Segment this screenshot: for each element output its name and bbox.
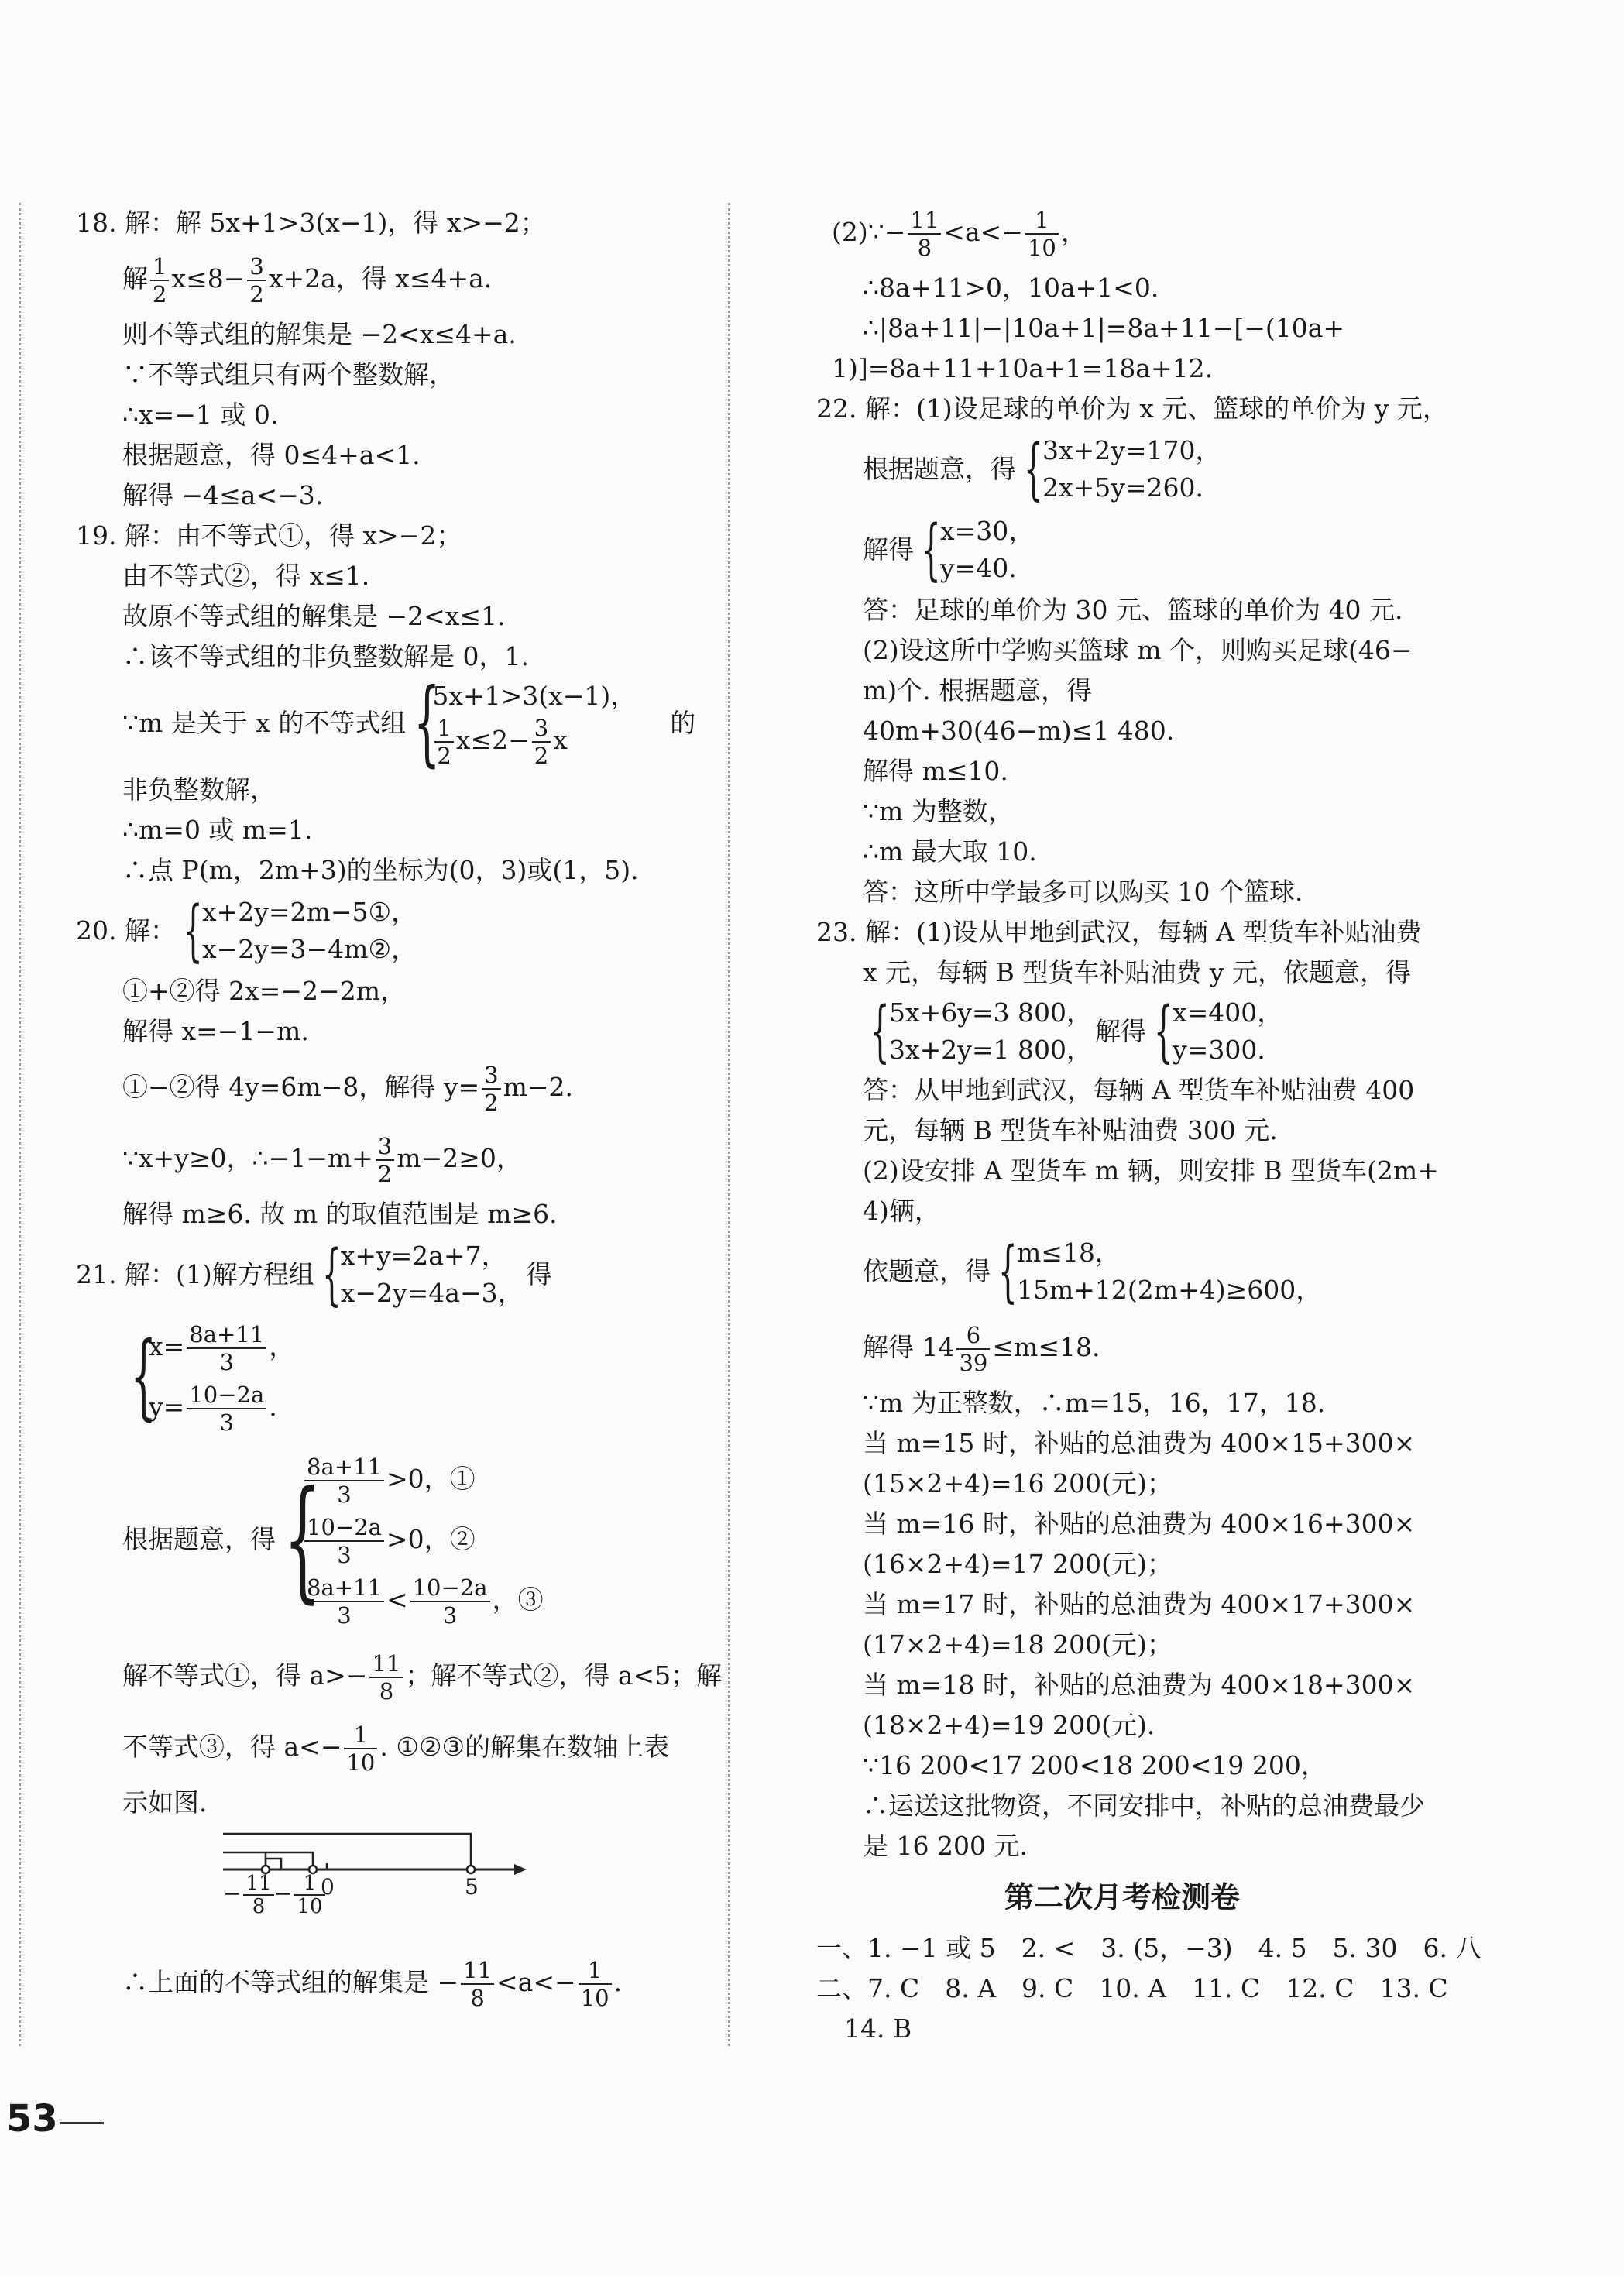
p23-line19: ∴运送这批物资，不同安排中，补贴的总油费最少 bbox=[863, 1790, 1425, 1821]
fraction: $\frac{1}{10}$ bbox=[1025, 207, 1059, 261]
p21b-line3: ∴|8a+11|−|10a+1|=8a+11−[−(10a+ bbox=[863, 313, 1345, 343]
p23-line12: 当 m=16 时，补贴的总油费为 400×16+300× bbox=[863, 1509, 1416, 1539]
p21-line4: 解不等式①，得 a>− $\frac{11}{8}$ ；解不等式②，得 a<5；解 bbox=[122, 1650, 723, 1704]
p23-line11: (15×2+4)=16 200(元)； bbox=[863, 1468, 1173, 1498]
fraction: $\frac{6}{39}$ bbox=[956, 1322, 990, 1376]
p23-line13: (16×2+4)=17 200(元)； bbox=[863, 1549, 1173, 1579]
p19-line1: 19. 解：由不等式①，得 x>−2； bbox=[76, 520, 462, 551]
p22-line6: m)个. 根据题意，得 bbox=[863, 675, 1093, 705]
answers-row3: 14. B bbox=[844, 2013, 912, 2044]
p23-systems: { 5x+6y=3 800， 3x+2y=1 800， 解得 { x=400， y=300. bbox=[816, 993, 1428, 1070]
p18-line1: 18. 解：解 5x+1>3(x−1)，得 x>−2； bbox=[76, 208, 546, 238]
p23-line17: (18×2+4)=19 200(元). bbox=[863, 1710, 1155, 1740]
p22-line3: 解得 { x=30， y=40. bbox=[863, 511, 1035, 589]
inequality-system: { 5x+1>3(x−1)， $\frac{1}{2}$ x≤2− $\frac{3}{2}$ x bbox=[414, 669, 637, 777]
left-column-rule bbox=[19, 203, 21, 2046]
tick-label-neg-11-8: − $\frac{11}{8}$ bbox=[223, 1873, 276, 1917]
left-column bbox=[76, 203, 723, 2018]
right-column bbox=[816, 197, 1482, 2049]
equation-system: { 5x+6y=3 800， 3x+2y=1 800， bbox=[870, 993, 1093, 1070]
p21-line1: 21. 解：(1)解方程组 { x+y=2a+7， x−2y=4a−3， 得 bbox=[76, 1236, 552, 1313]
p22-line1: 22. 解：(1)设足球的单价为 x 元、篮球的单价为 y 元， bbox=[816, 393, 1448, 424]
p23-line14: 当 m=17 时，补贴的总油费为 400×17+300× bbox=[863, 1589, 1416, 1619]
open-point bbox=[467, 1866, 475, 1873]
fraction: $\frac{3}{2}$ bbox=[532, 715, 551, 769]
p18-line2: 解 $\frac{1}{2}$ x≤8− $\frac{3}{2}$ x+2a，得 x≤4+a. bbox=[122, 253, 493, 307]
solution-system: { x= $\frac{8a+11}{3}$ ， y= $\frac{10-2a}{3}$ . bbox=[130, 1321, 295, 1436]
p20-line2: ①+②得 2x=−2−2m， bbox=[122, 976, 406, 1006]
fraction: $\frac{11}{8}$ bbox=[461, 1957, 494, 2011]
p18-line6: 根据题意，得 0≤4+a<1. bbox=[122, 440, 421, 470]
p22-line5: (2)设这所中学购买篮球 m 个，则购买足球(46− bbox=[863, 635, 1413, 665]
fraction: $\frac{8a+11}{3}$ bbox=[187, 1321, 266, 1375]
axis-arrow bbox=[514, 1864, 527, 1875]
answers-row1: 一、1. −1 或 5 2. < 3. (5，−3) 4. 5 5. 30 6. 八 bbox=[816, 1933, 1482, 1963]
tick-label-five: 5 bbox=[465, 1874, 479, 1900]
fraction: $\frac{10-2a}{3}$ bbox=[304, 1514, 384, 1568]
p19-line2: 由不等式②，得 x≤1. bbox=[122, 561, 370, 591]
p22-line9: ∵m 为整数， bbox=[863, 796, 1014, 826]
equation-system: { 3x+2y=170， 2x+5y=260. bbox=[1024, 431, 1221, 508]
problem-22 bbox=[816, 389, 1448, 912]
p21-solution bbox=[76, 1315, 719, 1439]
equation-system: { x+y=2a+7， x−2y=4a−3， bbox=[321, 1236, 524, 1313]
tick-label-zero: 0 bbox=[321, 1874, 335, 1900]
p23-line16: 当 m=18 时，补贴的总油费为 400×18+300× bbox=[863, 1670, 1416, 1700]
p22-line2: 根据题意，得 { 3x+2y=170， 2x+5y=260. bbox=[863, 431, 1221, 508]
p19-line6: 非负整数解， bbox=[122, 774, 276, 805]
p21b-line1: (2)∵− $\frac{11}{8}$ <a<− $\frac{1}{10}$ ， bbox=[832, 207, 1087, 261]
fraction: $\frac{11}{8}$ bbox=[369, 1650, 403, 1704]
problem-18 bbox=[76, 203, 719, 516]
p18-line7: 解得 −4≤a<−3. bbox=[122, 480, 324, 510]
p23-line3: 答：从甲地到武汉，每辆 A 型货车补贴油费 400 bbox=[863, 1075, 1415, 1105]
p22-line11: 答：这所中学最多可以购买 10 个篮球. bbox=[863, 877, 1303, 907]
p19-line7: ∴m=0 或 m=1. bbox=[122, 815, 313, 845]
p19-line3: 故原不等式组的解集是 −2<x≤1. bbox=[122, 601, 506, 631]
p23-line8: 解得 14 $\frac{6}{39}$ ≤m≤18. bbox=[863, 1322, 1100, 1376]
p19-line5: ∵m 是关于 x 的不等式组 { 5x+1>3(x−1)， $\frac{1}{2}$ x≤2− $\frac{3}{2}$ x 的 bbox=[122, 669, 696, 777]
p23-line18: ∵16 200<17 200<18 200<19 200， bbox=[863, 1750, 1327, 1780]
page-number: 53 bbox=[6, 2097, 58, 2140]
p19-line4: ∴该不等式组的非负整数解是 0，1. bbox=[122, 641, 529, 671]
p18-line4: ∵不等式组只有两个整数解， bbox=[122, 359, 455, 390]
solution-system: { x=30， y=40. bbox=[922, 511, 1035, 589]
page-number-rule bbox=[60, 2122, 104, 2124]
equation-system: { x+2y=2m−5①， x−2y=3−4m②， bbox=[184, 892, 417, 970]
p18-line5: ∴x=−1 或 0. bbox=[122, 400, 279, 430]
center-column-rule bbox=[728, 203, 730, 2046]
p22-line8: 解得 m≤10. bbox=[863, 756, 1008, 786]
p22-line4: 答：足球的单价为 30 元、篮球的单价为 40 元. bbox=[863, 595, 1403, 625]
p23-line15: (17×2+4)=18 200(元)； bbox=[863, 1629, 1173, 1660]
fraction: $\frac{1}{10}$ bbox=[579, 1957, 612, 2011]
p23-line20: 是 16 200 元. bbox=[863, 1831, 1028, 1861]
problem-19 bbox=[76, 516, 719, 891]
p23-line4: 元，每辆 B 型货车补贴油费 300 元. bbox=[863, 1115, 1278, 1145]
problem-23 bbox=[816, 912, 1439, 1866]
fraction: $\frac{3}{2}$ bbox=[482, 1062, 500, 1116]
fraction: $\frac{1}{10}$ bbox=[344, 1722, 377, 1776]
p21b-line2: ∴8a+11>0，10a+1<0. bbox=[863, 273, 1159, 303]
fraction: $\frac{10-2a}{3}$ bbox=[187, 1382, 266, 1436]
p21-line7: ∴上面的不等式组的解集是 − $\frac{11}{8}$ <a<− $\frac{1}{10}$ . bbox=[122, 1957, 623, 2011]
p22-line7: 40m+30(46−m)≤1 480. bbox=[863, 716, 1175, 746]
answers-row2: 二、7. C 8. A 9. C 10. A 11. C 12. C 13. C bbox=[816, 1973, 1448, 2003]
p20-line5: ∵x+y≥0，∴−1−m+ $\frac{3}{2}$ m−2≥0， bbox=[122, 1133, 522, 1187]
number-line-figure bbox=[223, 1823, 719, 1947]
fraction: $\frac{3}{2}$ bbox=[376, 1133, 394, 1187]
fraction: $\frac{8a+11}{3}$ bbox=[304, 1574, 384, 1629]
answer-section bbox=[816, 1866, 1482, 2049]
p19-line8: ∴点 P(m，2m+3)的坐标为(0，3)或(1，5). bbox=[122, 855, 639, 885]
p23-line6: 4)辆， bbox=[863, 1196, 940, 1226]
p23-line5: (2)设安排 A 型货车 m 辆，则安排 B 型货车(2m+ bbox=[863, 1155, 1439, 1186]
problem-21 bbox=[76, 1234, 723, 2018]
fraction: $\frac{1}{2}$ bbox=[150, 253, 169, 307]
p23-line9: ∵m 为正整数，∴m=15，16，17，18. bbox=[863, 1388, 1326, 1418]
problem-21-part2 bbox=[816, 197, 1428, 389]
fraction: $\frac{11}{8}$ bbox=[908, 207, 941, 261]
p21-line3: 根据题意，得 { $\frac{8a+11}{3}$ >0，① $\frac{10-2a}{3}$ >0，② $\frac{8a+11}{3}$ < $\frac{10-2a}{3}$ ，③ bbox=[76, 1439, 719, 1640]
p21-line6: 示如图. bbox=[122, 1787, 208, 1818]
p22-line10: ∴m 最大取 10. bbox=[863, 836, 1037, 867]
p23-line1: 23. 解：(1)设从甲地到武汉，每辆 A 型货车补贴油费 bbox=[816, 917, 1422, 947]
interval-bracket bbox=[266, 1852, 313, 1869]
p20-line3: 解得 x=−1−m. bbox=[122, 1016, 309, 1046]
fraction: $\frac{3}{2}$ bbox=[247, 253, 266, 307]
p23-line10: 当 m=15 时，补贴的总油费为 400×15+300× bbox=[863, 1428, 1416, 1458]
solution-system: { x=400， y=300. bbox=[1154, 993, 1283, 1070]
p23-line7: 依题意，得 { m≤18， 15m+12(2m+4)≥600， bbox=[863, 1233, 1322, 1310]
fraction: $\frac{10-2a}{3}$ bbox=[410, 1574, 490, 1629]
inequality-system: { m≤18， 15m+12(2m+4)≥600， bbox=[998, 1233, 1322, 1310]
fraction: $\frac{8a+11}{3}$ bbox=[304, 1454, 384, 1508]
inequality-system: { $\frac{8a+11}{3}$ >0，① $\frac{10-2a}{3}$ >0，② $\frac{8a+11}{3}$ < $\frac{10-2a}{3}$ ，③ bbox=[283, 1454, 544, 1629]
p20-line6: 解得 m≥6. 故 m 的取值范围是 m≥6. bbox=[122, 1199, 558, 1229]
p23-line2: x 元，每辆 B 型货车补贴油费 y 元，依题意，得 bbox=[863, 957, 1411, 987]
p21-line5: 不等式③，得 a<− $\frac{1}{10}$ . ①②③的解集在数轴上表 bbox=[122, 1722, 670, 1776]
p20-line4: ①−②得 4y=6m−8，解得 y= $\frac{3}{2}$ m−2. bbox=[122, 1062, 574, 1116]
fraction: $\frac{1}{2}$ bbox=[434, 715, 453, 769]
p20-line1: 20. 解： { x+2y=2m−5①， x−2y=3−4m②， bbox=[76, 892, 417, 970]
p21b-line4: 1)]=8a+11+10a+1=18a+12. bbox=[832, 353, 1214, 383]
problem-20 bbox=[76, 891, 719, 1234]
tick-label-neg-1-10: − $\frac{1}{10}$ bbox=[274, 1873, 328, 1917]
section-title: 第二次月考检测卷 bbox=[1004, 1880, 1240, 1914]
p18-line3: 则不等式组的解集是 −2<x≤4+a. bbox=[122, 319, 517, 349]
